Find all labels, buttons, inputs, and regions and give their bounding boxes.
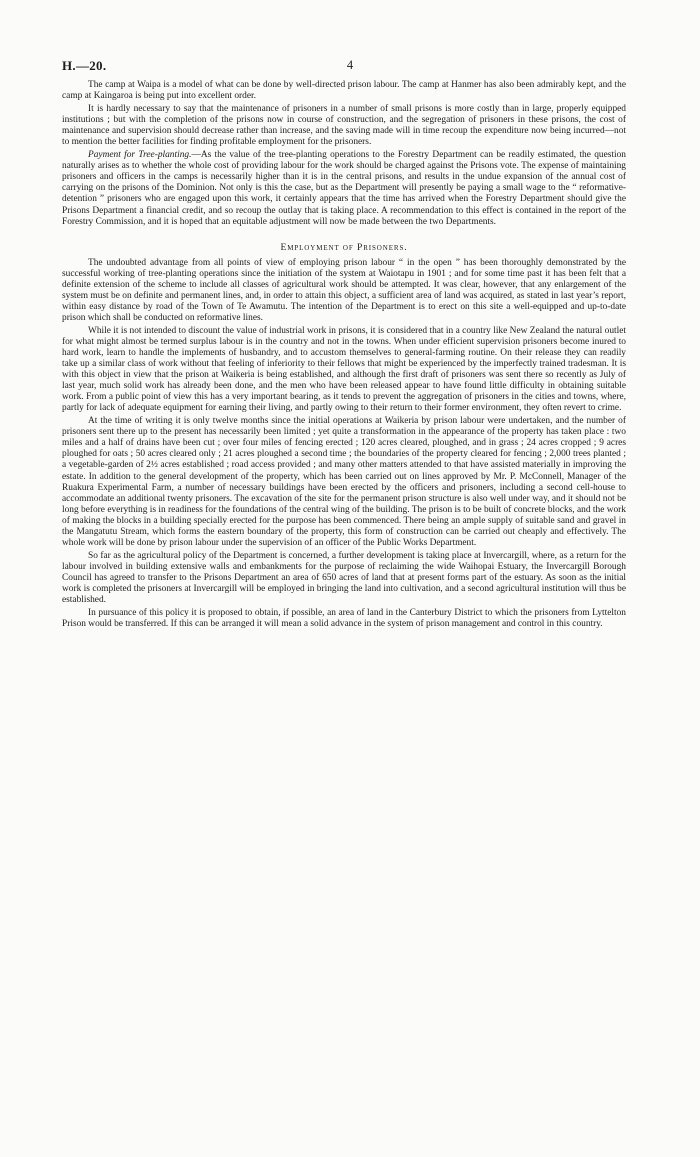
document-reference: H.—20. <box>62 58 107 73</box>
paragraph-tree-planting <box>62 150 626 227</box>
page-number: 4 <box>346 58 354 72</box>
paragraph-canterbury: In pursuance of this policy it is proposed to obtain, if possible, an area of land in the Canterbury District to which the prisoners from Lyttelton Prison would be transferred. If this can be arranged it will mean a solid advance in the system of prison management and control in this country. <box>62 608 626 630</box>
paragraph-prison-labour-open: The undoubted advantage from all points of view of employing prison labour “ in the open ” has been thoroughly demonstrated by the successful working of tree-planting operations since the initiation of the system at Waiotapu in 1901 ; and for some time past it has been felt that a definite extension of the scheme to include all classes of agricultural work should be attempted. It was clear, however, that any enlargement of the system must be on definite and permanent lines, and, in order to attain this object, a sufficient area of land was acquired, as stated in last year’s report, within easy distance by road of the Town of Te Awamutu. The intention of the Department is to erect on this site a well-equipped and up-to-date prison which shall be conducted on reformative lines. <box>62 257 626 323</box>
section-heading: Employment of Prisoners. <box>280 241 408 253</box>
runin-heading-tree-planting: Payment for Tree-planting. <box>88 150 192 161</box>
paragraph-waipa-camp: The camp at Waipa is a model of what can be done by well-directed prison labour. The camp at Hanmer has also been admirably kept, and the camp at Kaingaroa is being put into excellent order. <box>62 80 626 102</box>
paragraph-invercargill: So far as the agricultural policy of the Department is concerned, a further development is taking place at Invercargill, where, as a return for the labour involved in building extensive walls and embankments for the purpose of reclaiming the wide Waihopai Estuary, the Invercargill Borough Council has agreed to transfer to the Prisons Department an area of 650 acres of land that at present forms part of the estuary. As soon as the initial work is completed the prisoners at Invercargill will be employed in bringing the land into cultivation, and a second agricultural institution will thus be established. <box>62 550 626 606</box>
paragraph-maintenance-cost: It is hardly necessary to say that the maintenance of prisoners in a number of small prisons is more costly than in large, properly equipped institutions ; but with the completion of the prisons now in course of construction, and the segregation of prisoners in these prisons, the cost of maintenance and supervision should decrease rather than increase, and the saving made will in time recoup the expenditure now being incurred—not to mention the better facilities for finding profitable employment for the prisoners. <box>62 104 626 148</box>
page-header <box>62 58 638 76</box>
paragraph-industrial-work: While it is not intended to discount the value of industrial work in prisons, it is considered that in a country like New Zealand the natural outlet for what might almost be termed surplus labour is in the country and not in the towns. When under efficient supervision prisoners become inured to hard work, learn to handle the implements of husbandry, and to accustom themselves to general-farming routine. On their release they can readily take up a similar class of work without that feeling of inferiority to their fellows that might be experienced by the imperfectly trained tradesman. It is with this object in view that the prison at Waikeria is being established, and although the first draft of prisoners was sent there so recently as July of last year, much solid work has already been done, and the men who have been released appear to have found little difficulty in obtaining suitable work. From a public point of view this has a very important bearing, as it tends to prevent the aggregation of prisoners in the cities and towns, where, partly for lack of adequate equipment for earning their living, and partly owing to their return to their former environment, they often revert to crime. <box>62 325 626 414</box>
paragraph-waikeria-progress: At the time of writing it is only twelve months since the initial operations at Waikeria by prison labour were undertaken, and the number of prisoners sent there up to the present has necessarily been limited ; yet quite a transformation in the appearance of the property has taken place : two miles and a half of drains have been cut ; over four miles of fencing erected ; 120 acres cleared, ploughed, and in grass ; 24 acres cropped ; 9 acres ploughed for oats ; 50 acres cleared only ; 21 acres ploughed a second time ; the boundaries of the property cleared for fencing ; 2,000 trees planted ; a vegetable-garden of 2½ acres established ; road access provided ; and many other matters attended to that have assisted materially in improving the estate. In addition to the general development of the property, which has been carried out on lines approved by Mr. P. McConnell, Manager of the Ruakura Experimental Farm, a number of necessary buildings have been erected by the officers and prisoners, including a second cell-house to accommodate an additional twenty prisoners. The excavation of the site for the permanent prison structure is also well under way, and it should not be long before everything is in readiness for the foundations of the central wing of the building. The prison is to be built of concrete blocks, and the work of making the blocks in a building specially erected for the purpose has been commenced. There being an ample supply of suitable sand and gravel in the Mangatutu Stream, which forms the eastern boundary of the property, this form of construction can be carried out cheaply and effectively. The whole work will be done by prison labour under the supervision of an officer of the Public Works Department. <box>62 416 626 548</box>
tree-planting-text: —As the value of the tree-planting operations to the Forestry Department can be readily estimated, the question naturally arises as to whether the whole cost of providing labour for the work should be charged against the Prisons vote. The expense of maintaining prisoners and officers in the camps is necessarily higher than it is in the central prisons, and results in the undue expansion of the annual cost of carrying on the prisons of the Dominion. Not only is this the case, but as the Department will presently be paying a small wage to the “ reformative-detention ” prisoners who are engaged upon this work, it certainly appears that the time has arrived when the Forestry Department should give the Prisons Department a financial credit, and so recoup the outlay that is taking place. A recommendation to this effect is contained in the report of the Forestry Commission, and it is hoped that an equitable adjustment will now be made between the two Departments. <box>62 150 626 227</box>
document-body <box>62 80 626 632</box>
